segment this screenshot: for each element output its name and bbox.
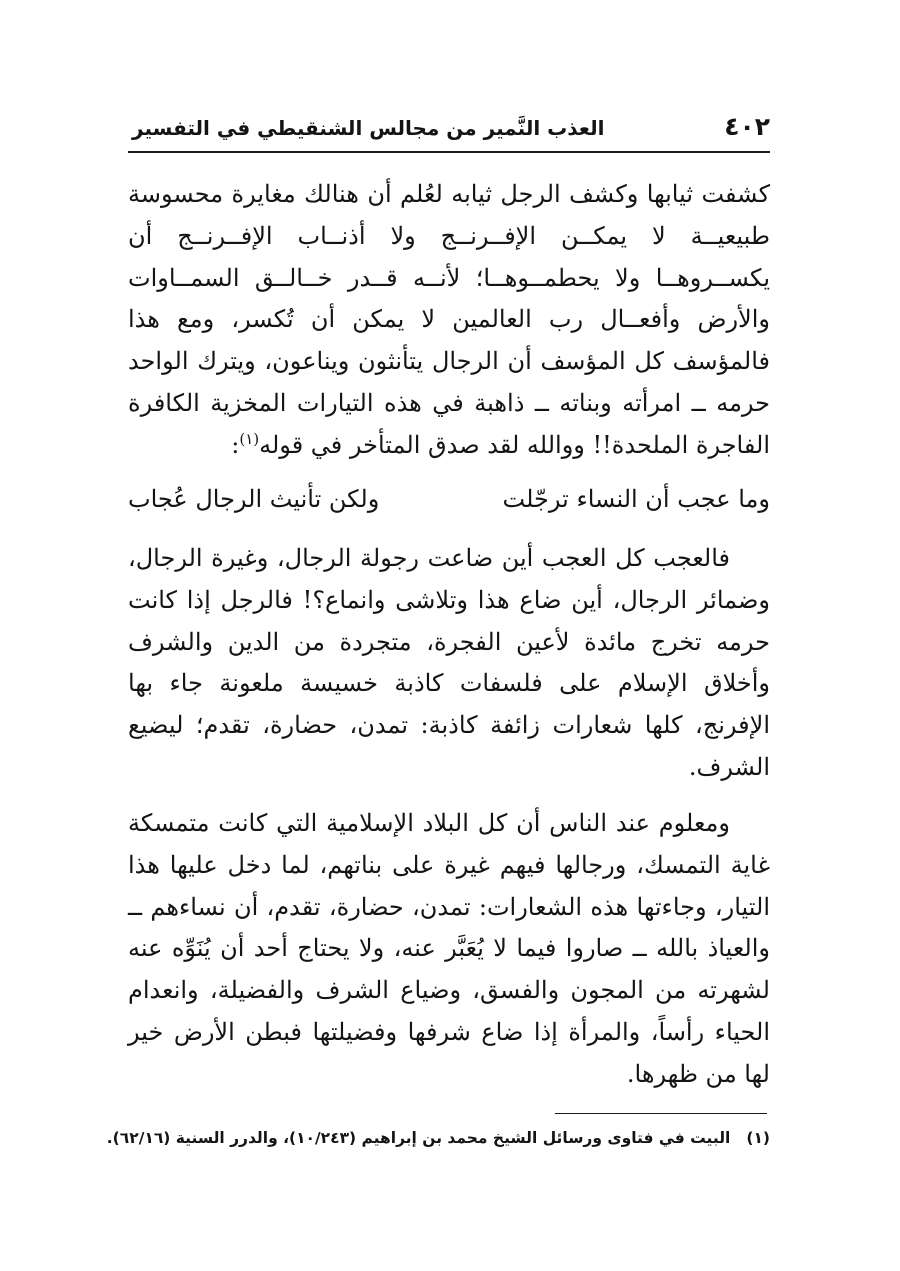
paragraph-content: كشفت ثيابها وكشف الرجل ثيابه لعُلم أن هنالك مغايرة محسوسة طبيعيــة لا يمكــن الإفــرنــج ولا أذنــاب الإفــرنــج أن يكســروهــا ولا يحطمــوهــا؛ لأنــه قــدر خــالــق السمــاوات والأرض وأفعــال رب العالمين لا يمكن أن تُكسر، ومع هذا فالمؤسف كل المؤسف أن الرجال يتأنثون ويناعون، ويترك الواحد حرمه ــ امرأته وبناته ــ ذاهبة في هذه التيارات المخزية الكافرة الفاجرة الملحدة!! ووالله لقد صدق المتأخر في قوله — [128, 180, 771, 459]
body-paragraph-1 — [128, 174, 770, 467]
page-number: ٤٠٢ — [724, 112, 770, 141]
body-paragraph-3 — [128, 803, 770, 1096]
paragraph-text: فالعجب كل العجب أين ضاعت رجولة الرجال، وغيرة الرجال، وضمائر الرجال، أين ضاع هذا وتلاشى وانماع؟! فالرجل إذا كانت حرمه تخرج مائدة لأعين الفجرة، متجردة من الدين والشرف وأخلاق الإسلام على فلسفات كاذبة خسيسة ملعونة جاء بها الإفرنج، كلها شعارات زائفة كاذبة: تمدن، حضارة، تقدم؛ ليضيع الشرف. — [128, 544, 770, 781]
paragraph-colon: : — [231, 430, 240, 459]
footnote-text: البيت في فتاوى ورسائل الشيخ محمد بن إبراهيم (١٠/٢٤٣)، والدرر السنية (٦٢/١٦). — [106, 1129, 731, 1147]
poetry-verse — [128, 478, 770, 520]
footnote-reference-1[interactable]: (١) — [239, 429, 260, 448]
footnote — [106, 1124, 770, 1152]
header-divider — [128, 151, 770, 153]
paragraph-text: ومعلوم عند الناس أن كل البلاد الإسلامية التي كانت متمسكة غاية التمسك، ورجالها فيهم غيرة على بناتهم، لما دخل عليها هذا التيار، وجاءتها هذه الشعارات: تمدن، حضارة، تقدم، أن نساءهم ــ والعياذ بالله ــ صاروا فيما لا يُعَبَّر عنه، ولا يحتاج أحد أن يُنَوِّه عنه لشهرته من المجون والفسق، وضياع الشرف والفضيلة، وانعدام الحياء رأساً، والمرأة إذا ضاع شرفها وفضيلتها فبطن الأرض خير لها من ظهرها. — [128, 809, 770, 1088]
verse-first-hemistich: وما عجب أن النساء ترجّلت — [502, 485, 770, 513]
paragraph-text — [128, 174, 770, 467]
verse-second-hemistich: ولكن تأنيث الرجال عُجاب — [128, 485, 380, 513]
footnote-divider — [555, 1113, 767, 1114]
body-paragraph-2 — [128, 538, 770, 789]
footnote-number: (١) — [746, 1129, 770, 1147]
running-title: العذب النَّمير من مجالس الشنقيطي في التفسير — [132, 116, 605, 140]
page-header — [128, 112, 770, 150]
